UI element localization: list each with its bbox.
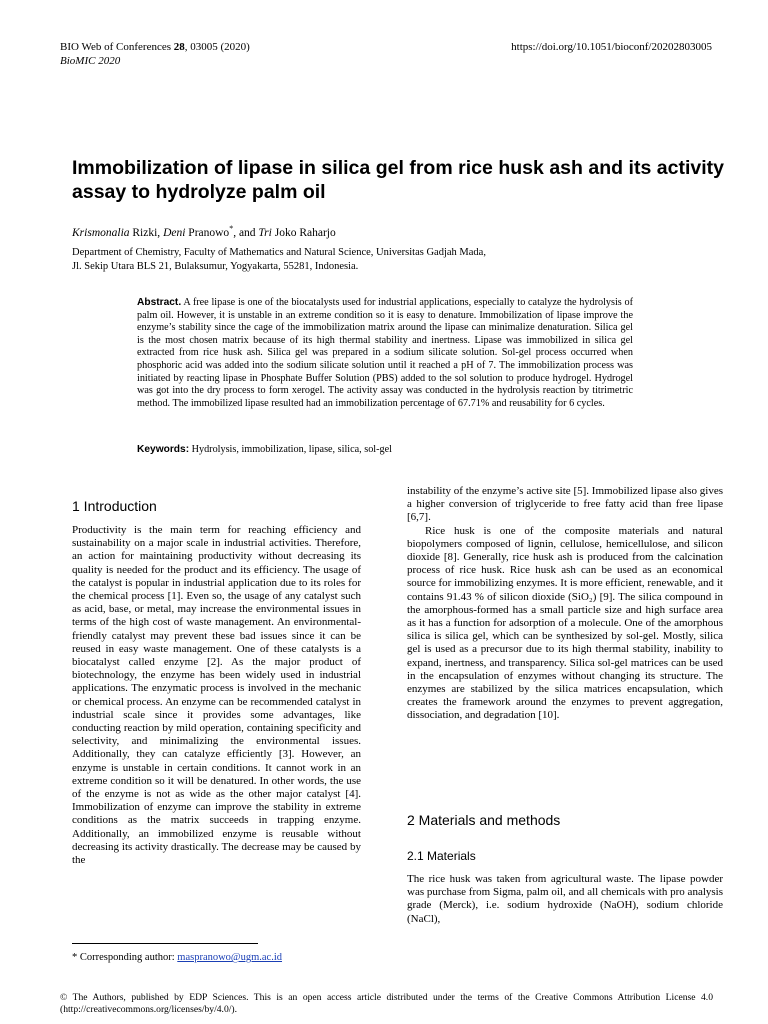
affiliation-line: Department of Chemistry, Faculty of Mathematics and Natural Science, Universitas Gadjah Mada,	[72, 247, 486, 258]
abstract-text: A free lipase is one of the biocatalysts used for industrial applications, especially to catalyze the hydrolysis of palm oil. However, it is unstable in an extreme condition so it is easy to denature. Immobilization of lipase improve the enzyme’s stability since the cage of the immobilization matrix around the lipase can minimalize denaturation. Silica gel is the most chosen matrix because of its high thermal stability and inertness. Lipase was immobilized in silica gel extracted from rice husk ash. Silica gel was prepared in a sodium silicate solution. Sol-gel process occurred when phosphoric acid was added into the sodium silicate solution until it reached a pH of 7. The immobilization process was initiated by reacting lipase in Phosphate Buffer Solution (PBS) added to the sol solution to produce hydrogel. Hydrogel was got into the dry process to form xerogel. The activity assay was conducted in the hydrolysis reaction by titrimetric method. The immobilized lipase resulted had an immobilization percentage of 67.71% and reusability for 6 cycles.	[137, 297, 633, 409]
running-header	[60, 40, 250, 68]
footnote-divider	[72, 943, 258, 944]
keywords-label: Keywords:	[137, 444, 190, 455]
section-heading-methods: 2 Materials and methods	[407, 812, 561, 828]
author-family-name: Rizki,	[129, 226, 164, 239]
footnote: * Corresponding author: maspranowo@ugm.ac.id	[72, 952, 283, 963]
author-list: Krismonalia Rizki, Deni Pranowo*, and Tri Joko Raharjo	[72, 224, 336, 239]
paragraph: instability of the enzyme’s active site [5]. Immobilized lipase also gives a higher conversion of triglyceride to free fatty acid than free lipase [6,7].	[407, 485, 723, 524]
subsection-heading-materials: 2.1 Materials	[407, 849, 476, 863]
doi-link[interactable]: https://doi.org/10.1051/bioconf/20202803005	[511, 41, 712, 53]
abstract-label: Abstract.	[137, 297, 182, 308]
paper-title: Immobilization of lipase in silica gel from rice husk ash and its activity assay to hydrolyze palm oil	[72, 157, 724, 203]
materials-text	[407, 873, 723, 926]
journal-citation: BIO Web of Conferences 28, 03005 (2020)	[60, 41, 250, 53]
author-given-name: Krismonalia	[72, 226, 130, 239]
abstract	[137, 297, 633, 410]
author-family-name: Joko Raharjo	[271, 226, 336, 239]
paragraph: Rice husk is one of the composite materials and natural biopolymers composed of lignin, cellulose, hemicellulose, and silicon dioxide [8]. Generally, rice husk ash is produced from the calcination process of rice husk. Rice husk ash can be used as an economical source for immobilizing enzymes. It is more efficient, renewable, and it contains 91.43 % of silicon dioxide (SiO₂) [9]. The silica compound in the amorphous-formed has a small particle size and high surface area as it has a function for adsorption of a molecule. One of the amorphous silica is silica gel, which can be synthesized by sol-gel. Mostly, silica gel is used as a precursor due to its high thermal stability, inability to expand, inertness, and transparency. Silica sol-gel matrices can be used in the encapsulation of enzymes without changing its structure. The enzymes are stabilized by the silica matrices encapsulation, which creates the framework around the enzymes to prevent aggregation, dissociation, and degradation [10].	[407, 524, 723, 722]
author-given-name: Tri	[258, 226, 272, 239]
left-column	[72, 524, 361, 867]
license-notice: © The Authors, published by EDP Sciences. This is an open access article distributed under the terms of the Creative Commons Attribution License 4.0 (http://creativecommons.org/licenses/by/4.0/).	[60, 992, 713, 1015]
author-given-name: Deni	[163, 226, 186, 239]
keywords	[137, 443, 633, 456]
event-name: BioMIC 2020	[60, 55, 121, 67]
affiliation	[72, 246, 542, 274]
paragraph: The rice husk was taken from agricultural waste. The lipase powder was purchase from Sigma, palm oil, and all chemicals with pro analysis grade (Merck), i.e. sodium hydroxide (NaOH), sodium chloride (NaCl),	[407, 873, 723, 925]
keywords-text: Hydrolysis, immobilization, lipase, silica, sol-gel	[189, 444, 392, 455]
affiliation-line: Jl. Sekip Utara BLS 21, Bulaksumur, Yogyakarta, 55281, Indonesia.	[72, 261, 359, 272]
author-family-name: Pranowo	[185, 226, 230, 239]
corresponding-email-link[interactable]: maspranowo@ugm.ac.id	[177, 952, 283, 963]
corresponding-mark: *	[229, 224, 234, 233]
right-column	[407, 485, 723, 723]
volume: 28	[173, 41, 185, 53]
paragraph: Productivity is the main term for reaching efficiency and sustainability on a major scale in industrial activities. Therefore, an action for maintaining productivity without decreasing its quality is needed for the product and its efficiency. The usage of the catalyst is popular in industrial application due to its roles for the chemical process [1]. Even so, the usage of any catalyst such as acid, base, or metal, may increase the environmental issues in terms of the high cost of waste management. An environmental-friendly catalyst may prevent these bad issues since it can be reused in easy waste management. One of these catalysts is a biocatalyst called enzyme [2]. As the major product of biotechnology, the enzyme has been widely used in industrial applications. The enzymatic process is involved in the mechanic or chemical process. An enzyme can be recommended catalyst in industrial scale since it provides some advantages, like conducting reaction by mild operation, containing specificity and selectivity, and minimalizing the environmental issues. Additionally, they can catalyze efficiently [3]. However, an enzyme is unstable in certain conditions. It cannot work in an extreme condition so it will be denatured. In other words, the use of the enzyme is not as wide as the other major catalyst [4]. Immobilization of enzyme can improve the stability in extreme conditions as the matrix succeeds in trapping enzyme. Additionally, an immobilized enzyme is reusable without decreasing its activity drastically. The decrease may be caused by the	[72, 524, 361, 867]
section-heading-introduction: 1 Introduction	[72, 498, 157, 514]
